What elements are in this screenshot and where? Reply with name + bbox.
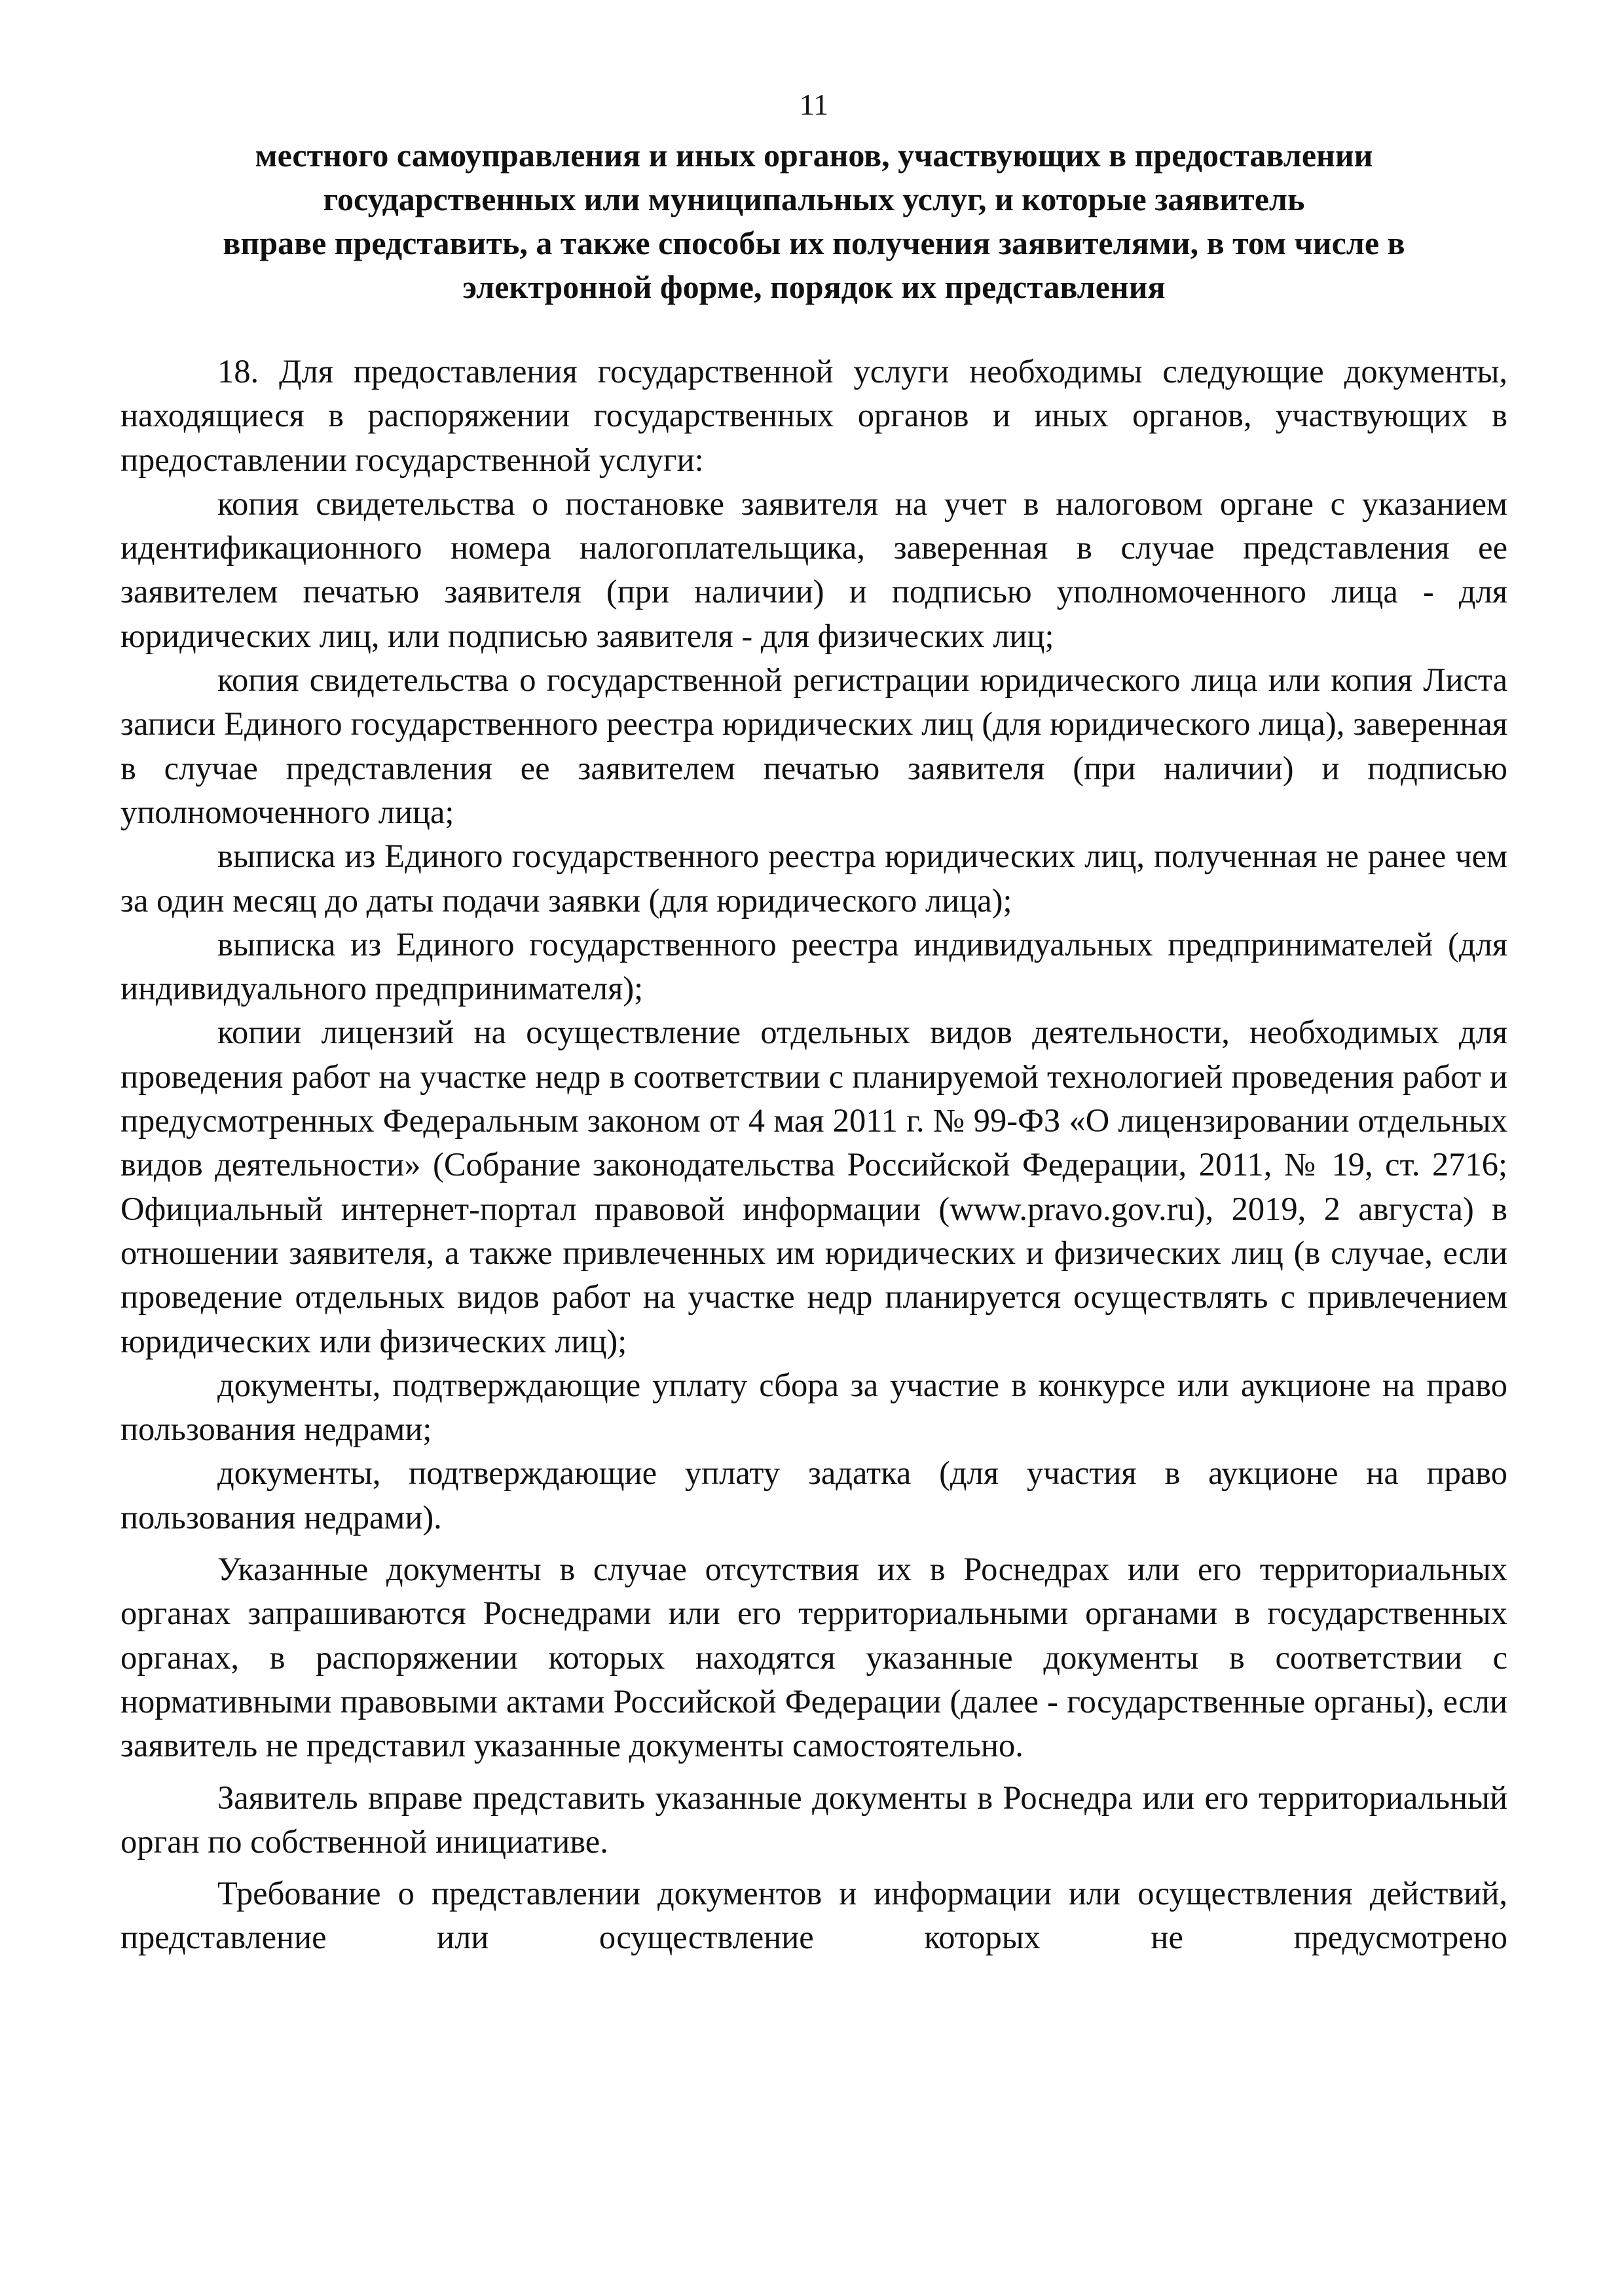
paragraph-fee-payment: документы, подтверждающие уплату сбора за участие в конкурсе или аукционе на право пользования недрами;: [120, 1366, 1507, 1448]
section-heading: [120, 134, 1507, 309]
body-text: [120, 350, 1507, 1960]
paragraph-tax-certificate: копия свидетельства о постановке заявителя на учет в налоговом органе с указанием идентификационного номера налогоплательщика, заверенная в случае представления ее заявителем печатью заявителя (при наличии) и подписью уполномоченного лица - для юридических лиц, или подписью заявителя - для физических лиц;: [120, 485, 1507, 654]
heading-line: электронной форме, порядок их представления: [462, 268, 1166, 305]
paragraph-requirement: Требование о представлении документов и информации или осуществления действий, представление или осуществление которых не предусмотрено: [120, 1875, 1507, 1956]
paragraph-documents-request: Указанные документы в случае отсутствия их в Роснедрах или его территориальных органах запрашиваются Роснедрами или его территориальными органами в государственных органах, в распоряжении которых находятся указанные документы в соответствии с нормативными правовыми актами Российской Федерации (далее - государственные органы), если заявитель не представил указанные документы самостоятельно.: [120, 1551, 1507, 1764]
paragraph-registration-certificate: копия свидетельства о государственной регистрации юридического лица или копия Листа записи Единого государственного реестра юридических лиц (для юридического лица), заверенная в случае представления ее заявителем печатью заявителя (при наличии) и подписью уполномоченного лица;: [120, 661, 1507, 830]
heading-line: государственных или муниципальных услуг, и которые заявитель: [323, 181, 1305, 217]
paragraph-egrip-extract: выписка из Единого государственного реестра индивидуальных предпринимателей (для индивидуального предпринимателя);: [120, 925, 1507, 1007]
paragraph-deposit-payment: документы, подтверждающие уплату задатка (для участия в аукционе на право пользования недрами).: [120, 1454, 1507, 1536]
page-number: 11: [799, 88, 829, 121]
paragraph-item-18-intro: 18. Для предоставления государственной услуги необходимы следующие документы, находящиеся в распоряжении государственных органов и иных органов, участвующих в предоставлении государственной услуги:: [120, 353, 1507, 478]
paragraph-applicant-initiative: Заявитель вправе представить указанные документы в Роснедра или его территориальный орган по собственной инициативе.: [120, 1779, 1507, 1860]
heading-line: вправе представить, а также способы их получения заявителями, в том числе в: [223, 225, 1405, 261]
document-page: [120, 85, 1507, 1960]
heading-line: местного самоуправления и иных органов, участвующих в предоставлении: [255, 137, 1373, 174]
paragraph-licenses: копии лицензий на осуществление отдельных видов деятельности, необходимых для проведения работ на участке недр в соответствии с планируемой технологией проведения работ и предусмотренных Федеральным законом от 4 мая 2011 г. № 99-ФЗ «О лицензировании отдельных видов деятельности» (Собрание законодательства Российской Федерации, 2011, № 19, ст. 2716; Официальный интернет-портал правовой информации (www.pravo.gov.ru), 2019, 2 августа) в отношении заявителя, а также привлеченных им юридических и физических лиц (в случае, если проведение отдельных видов работ на участке недр планируется осуществлять с привлечением юридических или физических лиц);: [120, 1014, 1507, 1360]
paragraph-egrul-extract: выписка из Единого государственного реестра юридических лиц, полученная не ранее чем за один месяц до даты подачи заявки (для юридического лица);: [120, 838, 1507, 919]
